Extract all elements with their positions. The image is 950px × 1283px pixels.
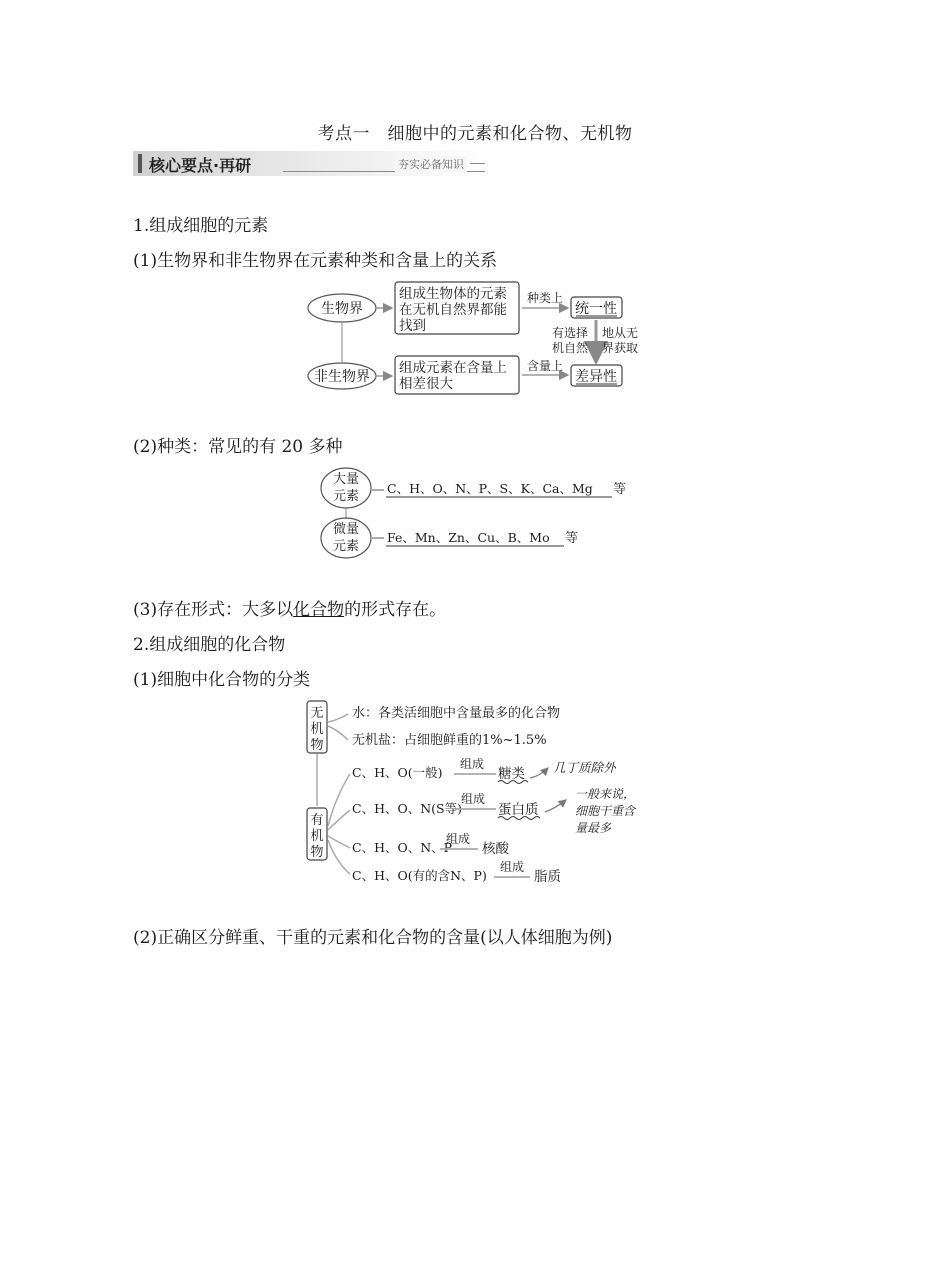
water-text: 水：各类活细胞中含量最多的化合物 xyxy=(352,706,561,721)
sugar-wavy xyxy=(498,781,528,784)
form-text-post: 的形式存在。 xyxy=(344,600,447,620)
major-line2: 元素 xyxy=(332,489,360,504)
major-etc: 等 xyxy=(613,482,627,497)
inorganic-char2: 机 xyxy=(310,722,324,737)
nucleic-compose: 组成 xyxy=(446,832,471,846)
sugar-note: 几丁质除外 xyxy=(553,760,616,775)
page-title: 考点一 细胞中的元素和化合物、无机物 xyxy=(317,124,633,144)
paragraph-classification: (1)细胞中化合物的分类 xyxy=(133,670,311,690)
brace-nucleic xyxy=(328,836,350,848)
sugar-elements: C、H、O(一般) xyxy=(352,765,443,780)
major-list: C、H、O、N、P、S、K、Ca、Mg xyxy=(387,481,593,496)
organic-char1: 有 xyxy=(310,813,324,828)
box-amount-line1: 组成元素在含量上 xyxy=(399,360,507,376)
banner-label: 核心要点·再研 xyxy=(149,156,252,175)
lipid-elements: C、H、O(有的含N、P) xyxy=(352,868,487,883)
sugar-product: 糖类 xyxy=(498,766,525,782)
element-types-diagram xyxy=(314,466,644,560)
section-banner xyxy=(133,151,491,176)
protein-elements: C、H、O、N(S等) xyxy=(352,801,462,816)
box-type-line1: 组成生物体的元素 xyxy=(399,286,507,302)
label-amount: 含量上 xyxy=(527,359,564,373)
bio-label: 生物界 xyxy=(321,301,363,317)
brace-salt xyxy=(328,726,348,740)
protein-note-1: 一般来说， xyxy=(575,787,636,801)
banner-tail xyxy=(470,163,485,164)
unity-label: 统一性 xyxy=(575,301,617,317)
minor-line2: 元素 xyxy=(332,539,360,554)
note-right-2: 界获取 xyxy=(602,341,639,355)
diff-label: 差异性 xyxy=(575,369,617,385)
compound-classification-diagram xyxy=(300,696,660,892)
sugar-note-arrow xyxy=(530,768,548,778)
protein-note-arrow xyxy=(545,800,566,812)
brace-water xyxy=(328,714,348,722)
inorganic-char1: 无 xyxy=(310,706,324,721)
paragraph-relation: (1)生物界和非生物界在元素种类和含量上的关系 xyxy=(133,251,498,271)
brace-sugar xyxy=(328,774,350,826)
box-type-line3: 找到 xyxy=(399,318,426,334)
note-left-1: 有选择 xyxy=(552,326,589,340)
banner-subtitle: 夯实必备知识 xyxy=(395,156,467,172)
nonbio-label: 非生物界 xyxy=(314,369,370,385)
relation-diagram xyxy=(300,276,660,402)
paragraph-content: (2)正确区分鲜重、干重的元素和化合物的含量(以人体细胞为例) xyxy=(133,928,613,948)
major-line1: 大量 xyxy=(332,472,360,487)
inorganic-char3: 物 xyxy=(310,738,324,753)
organic-char3: 物 xyxy=(310,845,324,860)
banner-bar xyxy=(138,154,142,173)
lipid-compose: 组成 xyxy=(500,860,525,874)
note-right-1: 地从无 xyxy=(602,326,639,340)
minor-list: Fe、Mn、Zn、Cu、B、Mo xyxy=(387,530,550,545)
nucleic-elements: C、H、O、N、P xyxy=(352,840,453,855)
nucleic-product: 核酸 xyxy=(482,841,509,857)
protein-note-3: 量最多 xyxy=(575,821,612,835)
label-type: 种类上 xyxy=(527,291,564,305)
paragraph-form xyxy=(133,595,446,620)
brace-lipid xyxy=(328,840,350,874)
minor-line1: 微量 xyxy=(332,522,360,537)
protein-product: 蛋白质 xyxy=(498,802,539,818)
box-type-line2: 在无机自然界都能 xyxy=(399,302,507,318)
minor-etc: 等 xyxy=(565,531,579,546)
protein-note-2: 细胞干重含 xyxy=(575,804,636,818)
form-text-pre: (3)存在形式：大多以 xyxy=(133,600,294,620)
heading-compounds: 2.组成细胞的化合物 xyxy=(133,635,286,655)
box-amount-line2: 相差很大 xyxy=(399,376,453,392)
form-text-underlined: 化合物 xyxy=(293,600,345,620)
lipid-product: 脂质 xyxy=(534,869,561,885)
paragraph-types: (2)种类：常见的有 20 多种 xyxy=(133,437,343,457)
sugar-compose: 组成 xyxy=(460,757,485,771)
note-left-2: 机自然 xyxy=(552,341,589,355)
salt-text: 无机盐：占细胞鲜重的1%~1.5% xyxy=(352,733,547,748)
organic-char2: 机 xyxy=(310,829,324,844)
protein-compose: 组成 xyxy=(461,792,486,806)
heading-elements: 1.组成细胞的元素 xyxy=(133,216,269,236)
